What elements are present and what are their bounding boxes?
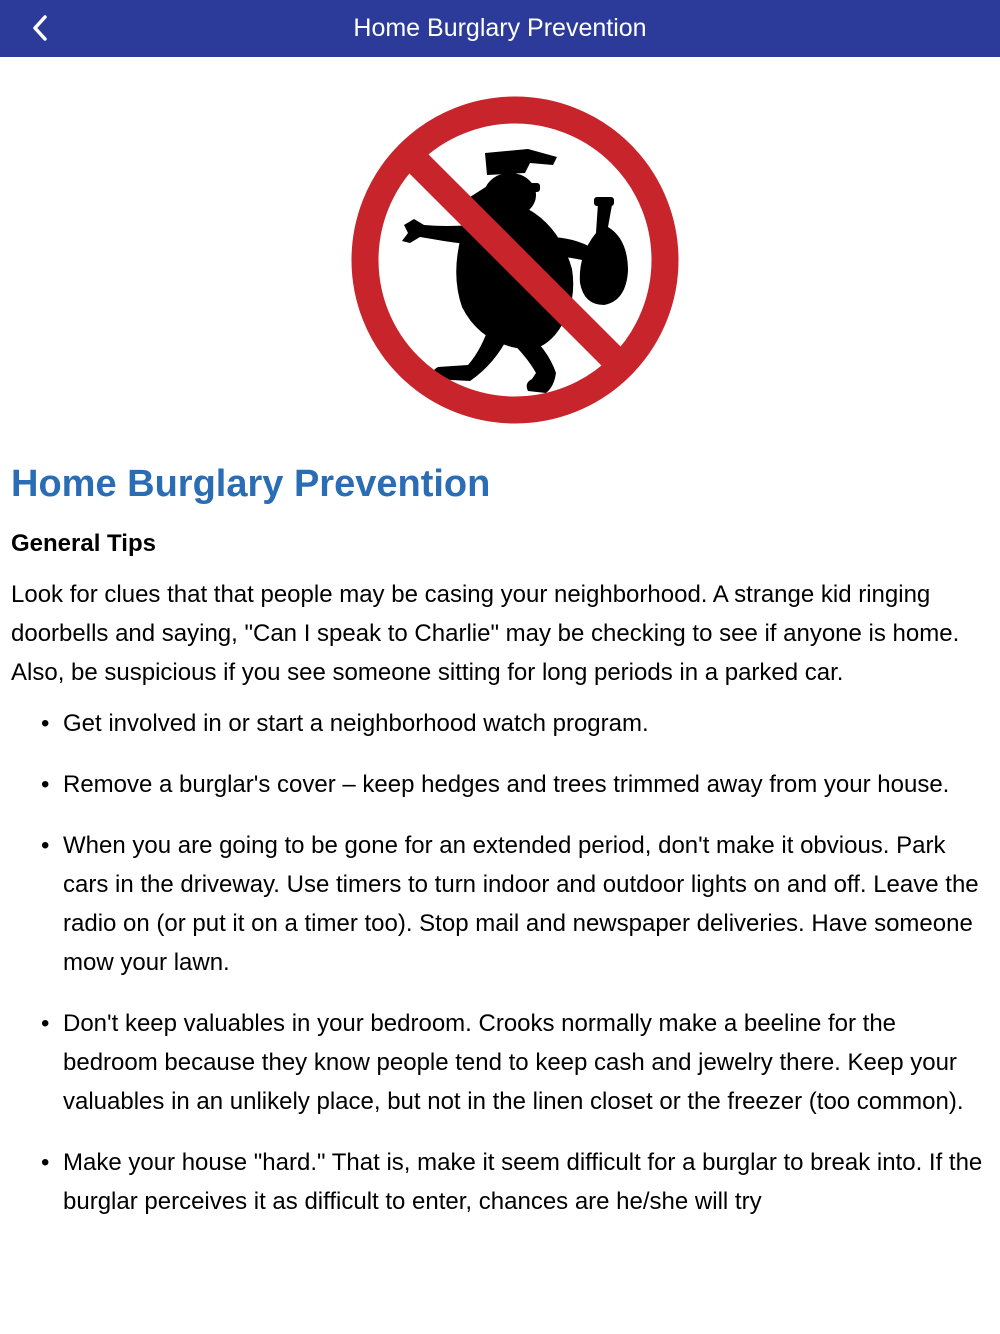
bullet-icon: • [41,710,50,737]
bullet-icon: • [41,832,50,859]
article-body [11,455,996,1243]
tips-list [11,704,996,1221]
list-item [11,826,996,982]
list-item [11,1004,996,1121]
article-title: Home Burglary Prevention [11,463,491,505]
tip-text: Get involved in or start a neighborhood watch program. [63,710,649,737]
bullet-icon: • [41,1010,50,1037]
hero-image [350,87,680,432]
bullet-icon: • [41,771,50,798]
tip-text: Don't keep valuables in your bedroom. Crooks normally make a beeline for the bedroom because they know people tend to keep cash and jewelry there. Keep your valuables in an unlikely place, but not in the linen closet or the freezer (too common). [63,1010,964,1115]
tip-text: Make your house "hard." That is, make it seem difficult for a burglar to break into. If the burglar perceives it as difficult to enter, chances are he/she will try [63,1149,983,1215]
article-scroll-view[interactable] [0,57,1000,1334]
section-heading: General Tips [11,530,156,557]
list-item [11,765,996,804]
page-title: Home Burglary Prevention [353,14,647,42]
list-item [11,704,996,743]
intro-paragraph: Look for clues that that people may be casing your neighborhood. A strange kid ringing doorbells and saying, "Can I speak to Charlie" may be checking to see if anyone is home. Also, be suspicious if you see someone sitting for long periods in a parked car. [11,581,960,686]
bullet-icon: • [41,1149,50,1176]
tip-text: When you are going to be gone for an extended period, don't make it obvious. Park cars in the driveway. Use timers to turn indoor and outdoor lights on and off. Leave the radio on (or put it on a timer too). Stop mail and newspaper deliveries. Have someone mow your lawn. [63,832,979,976]
navigation-bar [0,0,1000,57]
tip-text: Remove a burglar's cover – keep hedges and trees trimmed away from your house. [63,771,950,798]
no-burglar-icon [350,87,680,432]
list-item [11,1143,996,1221]
